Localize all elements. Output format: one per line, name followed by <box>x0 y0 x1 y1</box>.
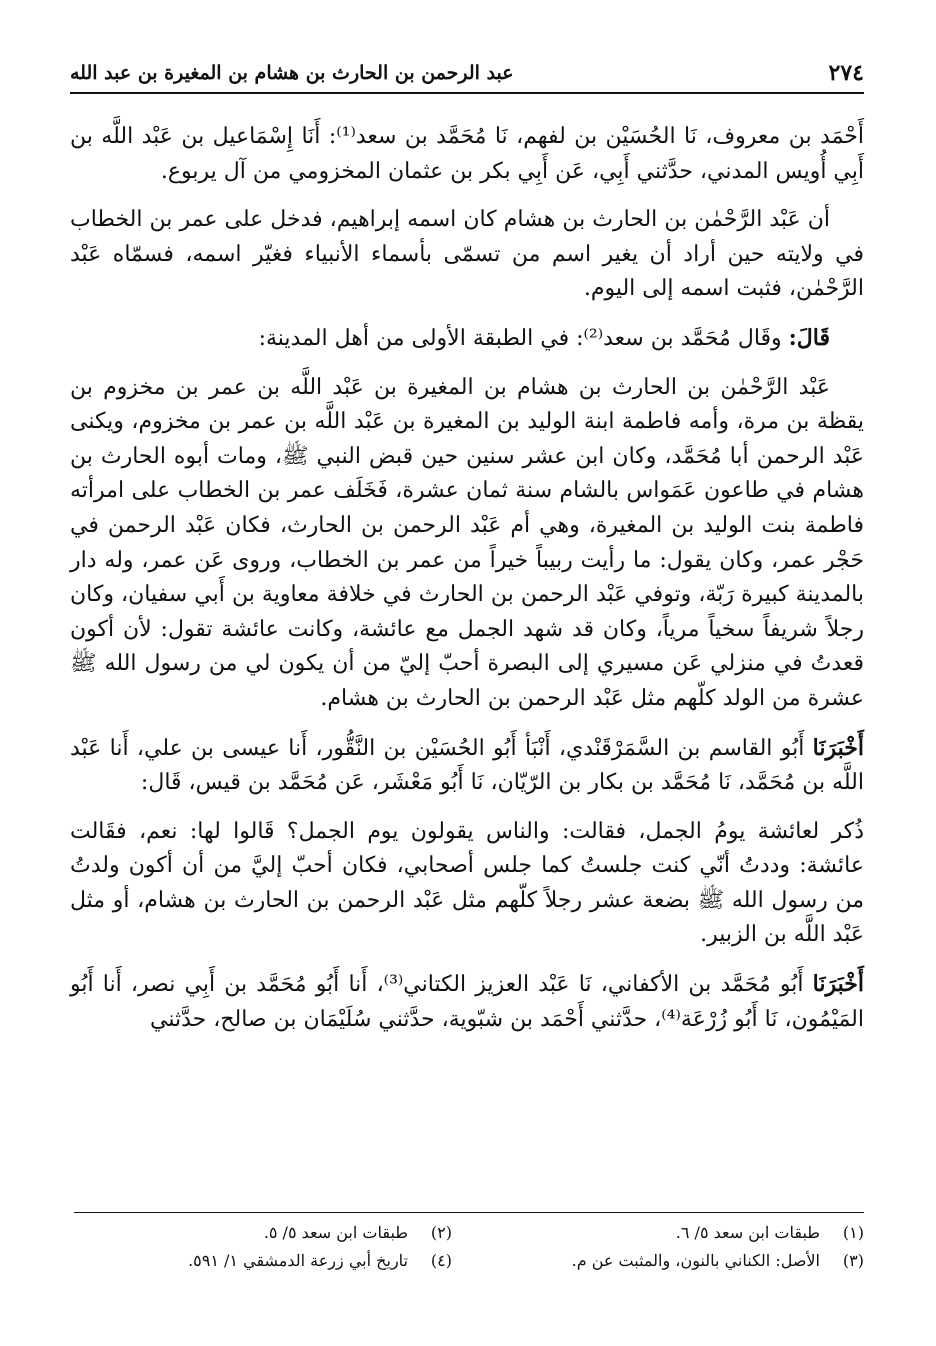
paragraph-lead: أَخْبَرَنَا <box>812 971 864 998</box>
footnote-1 <box>482 1222 864 1244</box>
footnote-number: (١) <box>842 1223 864 1242</box>
paragraph-aisha-report: ذُكر لعائشة يومُ الجمل، فقالت: والناس يقولون يوم الجمل؟ قَالوا لها: نعم، فقَالت عائشة: وددتُ أنّي كنت جلستُ كما جلس أصحابي، فكان أحبّ إليَّ من أن أكون ولدتُ من رسول الله ﷺ بضعة عشر رجلاً كلّهم مثل عَبْد الرحمن بن الحارث بن هشام، أو مثل عَبْد اللَّه بن الزبير. <box>70 818 864 948</box>
paragraph-lead: قَالَ: <box>788 324 830 351</box>
footnote-number: (٤) <box>430 1251 452 1270</box>
footnote-text: طبقات ابن سعد ٥/ ٥. <box>263 1223 408 1242</box>
footnote-text: تاريخ أبي زرعة الدمشقي ١/ ٥٩١. <box>188 1251 408 1270</box>
page-header <box>70 56 864 94</box>
footnote-text: طبقات ابن سعد ٥/ ٦. <box>675 1223 820 1242</box>
footnote-number: (٣) <box>842 1251 864 1270</box>
footnote-4 <box>70 1250 452 1272</box>
footnote-number: (٢) <box>430 1223 452 1242</box>
paragraph-text: وقَال مُحَمَّد بن سعد⁽²⁾: في الطبقة الأولى من أهل المدينة: <box>258 325 782 351</box>
paragraph-isnad-3 <box>70 967 864 1037</box>
footnote-text: الأصل: الكناني بالنون، والمثبت عن م. <box>571 1251 820 1270</box>
paragraph-text: أَبُو مُحَمَّد بن الأكفاني، نَا عَبْد العزيز الكتاني⁽³⁾، أَنا أَبُو مُحَمَّد بن أَبِي نصر، أَنا أَبُو المَيْمُون، نَا أَبُو زُرْعَة⁽⁴⁾، حدَّثني أَحْمَد بن شبّوية، حدَّثني سُلَيْمَان بن صالح، حدَّثني <box>70 972 864 1032</box>
paragraph-isnad-1: أَحْمَد بن معروف، نَا الحُسَيْن بن لفهم، نَا مُحَمَّد بن سعد⁽¹⁾: أَنَا إِسْمَاعيل بن عَبْد اللَّه بن أَبِي أُويس المدني، حدَّثني أَبِي، عَن أَبِي بكر بن عثمان المخزومي من آل يربوع. <box>70 124 864 184</box>
footnotes <box>70 1222 864 1272</box>
paragraph-text: أَبُو القاسم بن السَّمَرْقَنْدي، أَنْبَأ أَبُو الحُسَيْن بن النَّقُّور، أَنا عيسى بن علي، أَنا عَبْد اللَّه بن مُحَمَّد، نَا مُحَمَّد بن بكار بن الرّيّان، نَا أَبُو مَعْشَر، عَن مُحَمَّد بن قيس، قَال: <box>70 735 864 796</box>
page-number: ٢٧٤ <box>828 60 864 86</box>
paragraph-name-change: أن عَبْد الرَّحْمٰن بن الحارث بن هشام كان اسمه إبراهيم، فدخل على عمر بن الخطاب في ولايته حين أراد أن يغير اسم من تسمّى بأسماء الأنبياء فغيّر اسمه، فسمّاه عَبْد الرَّحْمٰن، فثبت اسمه إلى اليوم. <box>70 207 864 302</box>
paragraph-isnad-2 <box>70 731 864 801</box>
footnote-2 <box>70 1222 452 1244</box>
paragraph-biography: عَبْد الرَّحْمٰن بن الحارث بن هشام بن المغيرة بن عَبْد اللَّه بن عمر بن مخزوم بن يقظة بن مرة، وأمه فاطمة ابنة الوليد بن المغيرة بن عَبْد اللَّه بن عمر بن مخزوم، ويكنى عَبْد الرحمن أبا مُحَمَّد، وكان ابن عشر سنين حين قبض النبي ﷺ، ومات أبوه الحارث بن هشام في طاعون عَمَواس بالشام سنة ثمان عشرة، فَخَلَف عمر بن الخطاب على امرأته فاطمة بنت الوليد بن المغيرة، وهي أم عَبْد الرحمن بن الحارث، فكان عَبْد الرحمن في حَجْر عمر، وكان يقول: ما رأيت ربيباً خيراً من عمر بن الخطاب، وروى عَن عمر، وله دار بالمدينة كبيرة رَبّة، وتوفي عَبْد الرحمن بن الحارث في خلافة معاوية بن أَبي سفيان، وكان رجلاً شريفاً سخياً مرياً، وكان قد شهد الجمل مع عائشة، وكانت عائشة تقول: لأن أكون قعدتُ في منزلي عَن مسيري إلى البصرة أحبّ إليّ من أن يكون لي من رسول الله ﷺ عشرة من الولد كلّهم مثل عَبْد الرحمن بن الحارث بن هشام. <box>70 374 864 711</box>
main-text <box>70 120 864 1037</box>
footnote-divider <box>74 1212 864 1213</box>
footnote-3 <box>482 1250 864 1272</box>
paragraph-lead: أَخْبَرَنَا <box>812 734 864 761</box>
running-title: عبد الرحمن بن الحارث بن هشام بن المغيرة بن عبد الله <box>70 62 514 84</box>
paragraph-ibn-saad-intro <box>70 321 864 357</box>
